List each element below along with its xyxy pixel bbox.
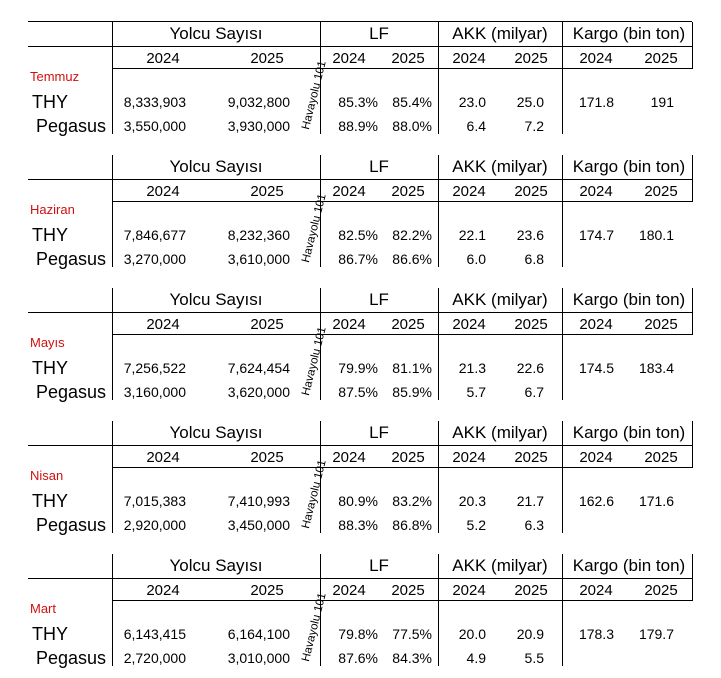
year-y1: 2024 bbox=[332, 448, 366, 466]
passengers-2024: 3,160,000 bbox=[123, 384, 186, 400]
akk-2025: 6.8 bbox=[524, 251, 544, 267]
year-y1: 2024 bbox=[146, 448, 180, 466]
month-section-4 bbox=[0, 554, 721, 666]
lf-2025: 81.1% bbox=[392, 360, 432, 376]
akk-2025: 6.3 bbox=[524, 517, 544, 533]
thy-row bbox=[0, 356, 721, 380]
lf-2025: 85.9% bbox=[392, 384, 432, 400]
watermark-text: Havayolu 101 bbox=[300, 458, 329, 530]
column-divider-2 bbox=[438, 288, 439, 400]
column-divider-0 bbox=[112, 288, 113, 400]
lf-2024: 88.3% bbox=[338, 517, 378, 533]
cargo-2024: 174.5 bbox=[578, 360, 614, 376]
year-y2: 2025 bbox=[250, 315, 284, 333]
kargo-header: Kargo (bin ton) bbox=[572, 290, 686, 309]
passengers-2024: 3,270,000 bbox=[123, 251, 186, 267]
month-label: Haziran bbox=[30, 202, 75, 217]
year-y1: 2024 bbox=[146, 182, 180, 200]
month-label: Mayıs bbox=[30, 335, 65, 350]
thy-row bbox=[0, 622, 721, 646]
month-section-2 bbox=[0, 288, 721, 400]
year-y2: 2025 bbox=[250, 49, 284, 67]
year-header-row bbox=[0, 180, 721, 202]
lf-header: LF bbox=[369, 24, 389, 43]
akk-2025: 7.2 bbox=[524, 118, 544, 134]
year-y1: 2024 bbox=[452, 182, 486, 200]
year-y1: 2024 bbox=[146, 315, 180, 333]
pegasus-row bbox=[0, 114, 721, 138]
year-divider bbox=[112, 201, 692, 202]
akk-2025: 6.7 bbox=[524, 384, 544, 400]
akk-2025: 5.5 bbox=[524, 650, 544, 666]
right-edge-divider bbox=[692, 421, 693, 468]
akk-header: AKK (milyar) bbox=[452, 24, 548, 43]
lf-2024: 79.9% bbox=[338, 360, 378, 376]
kargo-header: Kargo (bin ton) bbox=[572, 157, 686, 176]
right-edge-divider bbox=[692, 288, 693, 335]
year-y1: 2024 bbox=[332, 581, 366, 599]
cargo-2025: 180.1 bbox=[638, 227, 674, 243]
thy-row bbox=[0, 90, 721, 114]
year-header-row bbox=[0, 446, 721, 468]
lf-header: LF bbox=[369, 157, 389, 176]
year-y1: 2024 bbox=[452, 315, 486, 333]
akk-2024: 4.9 bbox=[466, 650, 486, 666]
year-y1: 2024 bbox=[332, 315, 366, 333]
watermark-text: Havayolu 101 bbox=[300, 591, 329, 663]
lf-header: LF bbox=[369, 290, 389, 309]
header-divider bbox=[28, 46, 692, 47]
year-y2: 2025 bbox=[250, 182, 284, 200]
yolcu-header: Yolcu Sayısı bbox=[169, 556, 263, 575]
year-y1: 2024 bbox=[146, 49, 180, 67]
akk-2025: 20.9 bbox=[516, 626, 544, 642]
column-divider-3 bbox=[562, 288, 563, 400]
year-y2: 2025 bbox=[391, 182, 425, 200]
year-divider bbox=[112, 334, 692, 335]
metric-header-row bbox=[0, 155, 721, 179]
akk-2024: 22.1 bbox=[458, 227, 486, 243]
year-y1: 2024 bbox=[579, 448, 613, 466]
year-divider bbox=[112, 467, 692, 468]
year-y1: 2024 bbox=[579, 49, 613, 67]
year-y1: 2024 bbox=[146, 581, 180, 599]
year-y2: 2025 bbox=[514, 182, 548, 200]
year-y2: 2025 bbox=[391, 315, 425, 333]
column-divider-0 bbox=[112, 421, 113, 533]
airline-label: Pegasus bbox=[35, 381, 106, 402]
airline-label: Pegasus bbox=[35, 248, 106, 269]
airline-label: Pegasus bbox=[35, 514, 106, 535]
akk-2024: 6.4 bbox=[466, 118, 486, 134]
yolcu-header: Yolcu Sayısı bbox=[169, 157, 263, 176]
airline-label: THY bbox=[32, 490, 68, 511]
metric-header-row bbox=[0, 22, 721, 46]
year-y2: 2025 bbox=[644, 182, 678, 200]
akk-2025: 21.7 bbox=[516, 493, 544, 509]
year-header-row bbox=[0, 313, 721, 335]
lf-2025: 86.8% bbox=[392, 517, 432, 533]
month-label: Temmuz bbox=[30, 69, 80, 84]
year-y2: 2025 bbox=[250, 581, 284, 599]
header-divider bbox=[28, 312, 692, 313]
year-y1: 2024 bbox=[452, 448, 486, 466]
lf-2025: 86.6% bbox=[392, 251, 432, 267]
passengers-2024: 7,846,677 bbox=[123, 227, 186, 243]
akk-2024: 5.2 bbox=[466, 517, 486, 533]
year-y1: 2024 bbox=[452, 581, 486, 599]
cargo-2025: 191 bbox=[650, 94, 674, 110]
year-y2: 2025 bbox=[644, 315, 678, 333]
year-y2: 2025 bbox=[514, 581, 548, 599]
year-y2: 2025 bbox=[514, 49, 548, 67]
lf-2024: 79.8% bbox=[338, 626, 378, 642]
passengers-2024: 7,256,522 bbox=[123, 360, 186, 376]
passengers-2024: 2,920,000 bbox=[123, 517, 186, 533]
passengers-2025: 7,410,993 bbox=[227, 493, 290, 509]
month-label: Nisan bbox=[30, 468, 64, 483]
top-border bbox=[28, 21, 692, 22]
cargo-2024: 171.8 bbox=[578, 94, 614, 110]
year-y1: 2024 bbox=[332, 49, 366, 67]
header-divider bbox=[28, 445, 692, 446]
year-y2: 2025 bbox=[391, 581, 425, 599]
thy-row bbox=[0, 223, 721, 247]
akk-2025: 22.6 bbox=[516, 360, 544, 376]
yolcu-header: Yolcu Sayısı bbox=[169, 423, 263, 442]
year-y1: 2024 bbox=[332, 182, 366, 200]
right-edge-divider bbox=[692, 554, 693, 601]
akk-2025: 25.0 bbox=[516, 94, 544, 110]
metric-header-row bbox=[0, 421, 721, 445]
pegasus-row bbox=[0, 247, 721, 271]
right-edge-divider bbox=[692, 155, 693, 202]
yolcu-header: Yolcu Sayısı bbox=[169, 290, 263, 309]
passengers-2025: 6,164,100 bbox=[227, 626, 290, 642]
passengers-2024: 7,015,383 bbox=[123, 493, 186, 509]
airline-label: THY bbox=[32, 623, 68, 644]
column-divider-2 bbox=[438, 22, 439, 134]
lf-2025: 77.5% bbox=[392, 626, 432, 642]
year-y1: 2024 bbox=[579, 315, 613, 333]
lf-2025: 82.2% bbox=[392, 227, 432, 243]
column-divider-3 bbox=[562, 554, 563, 666]
kargo-header: Kargo (bin ton) bbox=[572, 423, 686, 442]
lf-2024: 88.9% bbox=[338, 118, 378, 134]
column-divider-2 bbox=[438, 554, 439, 666]
pegasus-row bbox=[0, 513, 721, 537]
lf-2025: 88.0% bbox=[392, 118, 432, 134]
right-edge-divider bbox=[692, 22, 693, 69]
passengers-2025: 3,010,000 bbox=[227, 650, 290, 666]
column-divider-3 bbox=[562, 155, 563, 267]
cargo-2024: 174.7 bbox=[578, 227, 614, 243]
pegasus-row bbox=[0, 380, 721, 404]
lf-2024: 82.5% bbox=[338, 227, 378, 243]
column-divider-0 bbox=[112, 155, 113, 267]
month-section-3 bbox=[0, 421, 721, 533]
lf-2025: 84.3% bbox=[392, 650, 432, 666]
akk-2024: 20.3 bbox=[458, 493, 486, 509]
thy-row bbox=[0, 489, 721, 513]
passengers-2025: 9,032,800 bbox=[227, 94, 290, 110]
akk-header: AKK (milyar) bbox=[452, 556, 548, 575]
year-y2: 2025 bbox=[644, 49, 678, 67]
metric-header-row bbox=[0, 554, 721, 578]
airline-label: THY bbox=[32, 224, 68, 245]
passengers-2025: 7,624,454 bbox=[227, 360, 290, 376]
year-y2: 2025 bbox=[514, 448, 548, 466]
year-y2: 2025 bbox=[391, 448, 425, 466]
akk-2024: 21.3 bbox=[458, 360, 486, 376]
watermark-text: Havayolu 101 bbox=[300, 192, 329, 264]
year-y1: 2024 bbox=[579, 581, 613, 599]
passengers-2025: 8,232,360 bbox=[227, 227, 290, 243]
lf-2024: 87.6% bbox=[338, 650, 378, 666]
passengers-2025: 3,930,000 bbox=[227, 118, 290, 134]
passengers-2024: 3,550,000 bbox=[123, 118, 186, 134]
akk-2025: 23.6 bbox=[516, 227, 544, 243]
passengers-2025: 3,620,000 bbox=[227, 384, 290, 400]
airline-label: THY bbox=[32, 357, 68, 378]
passengers-2024: 2,720,000 bbox=[123, 650, 186, 666]
lf-2024: 80.9% bbox=[338, 493, 378, 509]
column-divider-3 bbox=[562, 22, 563, 134]
month-section-1 bbox=[0, 155, 721, 267]
column-divider-0 bbox=[112, 22, 113, 134]
year-y1: 2024 bbox=[452, 49, 486, 67]
akk-2024: 5.7 bbox=[466, 384, 486, 400]
year-y2: 2025 bbox=[644, 448, 678, 466]
header-divider bbox=[28, 578, 692, 579]
lf-header: LF bbox=[369, 423, 389, 442]
passengers-2025: 3,610,000 bbox=[227, 251, 290, 267]
year-divider bbox=[112, 600, 692, 601]
akk-header: AKK (milyar) bbox=[452, 423, 548, 442]
column-divider-0 bbox=[112, 554, 113, 666]
year-divider bbox=[112, 68, 692, 69]
year-header-row bbox=[0, 579, 721, 601]
header-divider bbox=[28, 179, 692, 180]
cargo-2024: 178.3 bbox=[578, 626, 614, 642]
cargo-2025: 171.6 bbox=[638, 493, 674, 509]
lf-2025: 83.2% bbox=[392, 493, 432, 509]
kargo-header: Kargo (bin ton) bbox=[572, 556, 686, 575]
year-y1: 2024 bbox=[579, 182, 613, 200]
lf-2024: 86.7% bbox=[338, 251, 378, 267]
airline-label: Pegasus bbox=[35, 115, 106, 136]
passengers-2024: 8,333,903 bbox=[123, 94, 186, 110]
year-y2: 2025 bbox=[644, 581, 678, 599]
month-label: Mart bbox=[30, 601, 56, 616]
month-section-0 bbox=[0, 22, 721, 134]
year-header-row bbox=[0, 47, 721, 69]
akk-header: AKK (milyar) bbox=[452, 157, 548, 176]
passengers-2024: 6,143,415 bbox=[123, 626, 186, 642]
pegasus-row bbox=[0, 646, 721, 670]
cargo-2025: 179.7 bbox=[638, 626, 674, 642]
column-divider-3 bbox=[562, 421, 563, 533]
passengers-2025: 3,450,000 bbox=[227, 517, 290, 533]
year-y2: 2025 bbox=[250, 448, 284, 466]
airline-label: Pegasus bbox=[35, 647, 106, 668]
metric-header-row bbox=[0, 288, 721, 312]
yolcu-header: Yolcu Sayısı bbox=[169, 24, 263, 43]
akk-2024: 23.0 bbox=[458, 94, 486, 110]
column-divider-2 bbox=[438, 421, 439, 533]
lf-2024: 87.5% bbox=[338, 384, 378, 400]
cargo-2025: 183.4 bbox=[638, 360, 674, 376]
lf-header: LF bbox=[369, 556, 389, 575]
column-divider-2 bbox=[438, 155, 439, 267]
lf-2024: 85.3% bbox=[338, 94, 378, 110]
kargo-header: Kargo (bin ton) bbox=[572, 24, 686, 43]
akk-2024: 6.0 bbox=[466, 251, 486, 267]
watermark-text: Havayolu 101 bbox=[300, 59, 329, 131]
cargo-2024: 162.6 bbox=[578, 493, 614, 509]
year-y2: 2025 bbox=[391, 49, 425, 67]
lf-2025: 85.4% bbox=[392, 94, 432, 110]
year-y2: 2025 bbox=[514, 315, 548, 333]
akk-2024: 20.0 bbox=[458, 626, 486, 642]
watermark-text: Havayolu 101 bbox=[300, 325, 329, 397]
akk-header: AKK (milyar) bbox=[452, 290, 548, 309]
airline-label: THY bbox=[32, 91, 68, 112]
